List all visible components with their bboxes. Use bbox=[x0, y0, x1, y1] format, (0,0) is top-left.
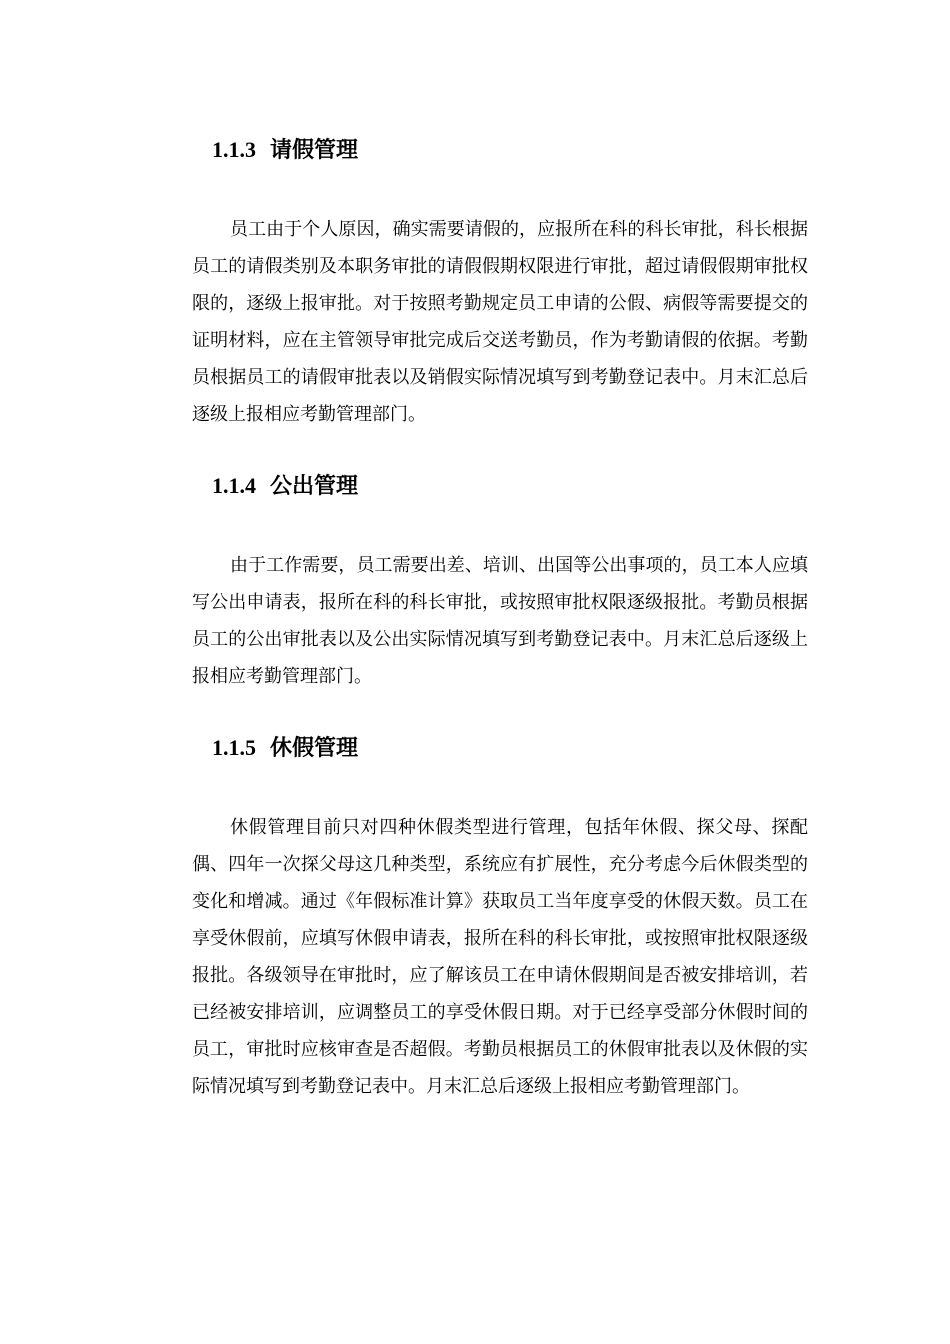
section-number: 1.1.3 bbox=[212, 137, 256, 162]
section-heading bbox=[192, 471, 808, 502]
section-leave-management bbox=[192, 135, 808, 433]
section-title: 休假管理 bbox=[270, 736, 359, 761]
section-title: 请假管理 bbox=[270, 138, 359, 163]
section-body: 由于工作需要，员工需要出差、培训、出国等公出事项的，员工本人应填写公出申请表，报所在科的科长审批，或按照审批权限逐级报批。考勤员根据员工的公出审批表以及公出实际情况填写到考勤登记表中。月末汇总后逐级上报相应考勤管理部门。 bbox=[192, 555, 808, 687]
section-vacation-management bbox=[192, 733, 808, 1105]
document-page bbox=[192, 0, 808, 1105]
section-number: 1.1.5 bbox=[212, 735, 256, 760]
section-title: 公出管理 bbox=[270, 474, 359, 499]
section-heading bbox=[192, 135, 808, 166]
section-heading bbox=[192, 733, 808, 764]
section-body: 员工由于个人原因，确实需要请假的，应报所在科的科长审批，科长根据员工的请假类别及本职务审批的请假假期权限进行审批，超过请假假期审批权限的，逐级上报审批。对于按照考勤规定员工申请的公假、病假等需要提交的证明材料，应在主管领导审批完成后交送考勤员，作为考勤请假的依据。考勤员根据员工的请假审批表以及销假实际情况填写到考勤登记表中。月末汇总后逐级上报相应考勤管理部门。 bbox=[192, 219, 808, 425]
section-body: 休假管理目前只对四种休假类型进行管理，包括年休假、探父母、探配偶、四年一次探父母这几种类型，系统应有扩展性，充分考虑今后休假类型的变化和增减。通过《年假标准计算》获取员工当年度享受的休假天数。员工在享受休假前，应填写休假申请表，报所在科的科长审批，或按照审批权限逐级报批。各级领导在审批时，应了解该员工在申请休假期间是否被安排培训，若已经被安排培训，应调整员工的享受休假日期。对于已经享受部分休假时间的员工，审批时应核审查是否超假。考勤员根据员工的休假审批表以及休假的实际情况填写到考勤登记表中。月末汇总后逐级上报相应考勤管理部门。 bbox=[192, 817, 808, 1097]
section-business-trip-management bbox=[192, 471, 808, 695]
section-number: 1.1.4 bbox=[212, 473, 256, 498]
